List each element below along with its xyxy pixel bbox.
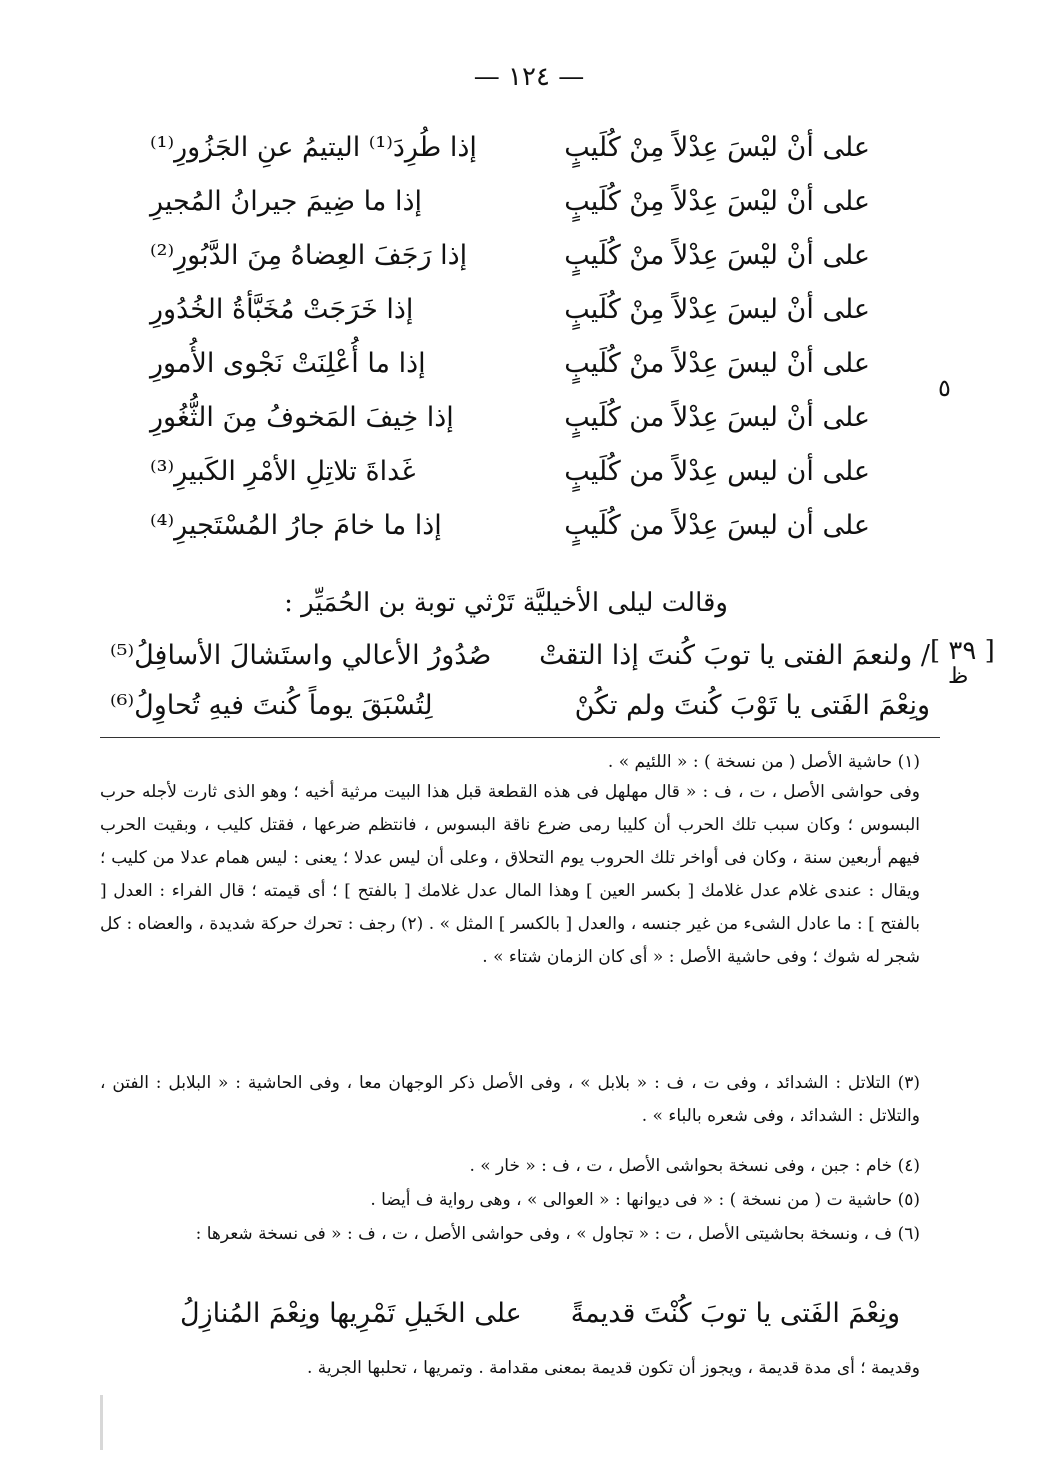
margin-folio-side: ظ — [948, 664, 969, 689]
footnote: (٣) التلاتل : الشدائد ، وفى ت ، ف : « بلابل » ، وفى الأصل ذكر الوجهان معا ، وفى الحاشية : « البلابل : الفتن ، والتلاتل : الشدائد ، وفى شعره بالباء » . — [100, 1073, 920, 1126]
verse-hemistich-right: ونِعْمَ الفَتى يا تَوْبَ كُنتَ ولم تكُنْ — [574, 690, 930, 721]
footnote-separator — [100, 737, 940, 738]
verse-hemistich-left: إذا ما ضِيمَ جيرانُ المُجيرِ — [150, 186, 422, 217]
verse-hemistich-left: إذا ما أُعْلِنَتْ نَجْوى الأُمورِ — [150, 348, 426, 379]
verse-hemistich-left: إذا خَرَجَتْ مُخَبَّأةُ الخُدُورِ — [150, 294, 414, 325]
verse-line — [110, 640, 950, 692]
verse-line — [150, 456, 870, 504]
verse-hemistich-right: ونِعْمَ الفَتى يا توبَ كُنْتَ قديمةً — [570, 1298, 900, 1329]
verse-hemistich-left: إذا خِيفَ المَخوفُ مِنَ الثُّغُورِ — [150, 402, 454, 433]
scan-artifact — [100, 1395, 103, 1450]
verse-hemistich-right: على أن ليس عِدْلاً من كُلَيبٍ — [564, 456, 870, 487]
verse-line — [150, 402, 870, 450]
verse-line — [150, 186, 870, 234]
footnote: (٤) خام : جبن ، وفى نسخة بحواشى الأصل ، ت ، ف : « خار » . — [469, 1156, 920, 1176]
verse-line — [150, 294, 870, 342]
verse-hemistich-right: على أنْ ليْسَ عِدْلاً مِنْ كُلَيبٍ — [564, 132, 870, 163]
quoted-verse — [180, 1298, 900, 1344]
verse-hemistich-right: على أن ليسَ عِدْلاً من كُلَيبٍ — [564, 510, 870, 541]
verse-line — [110, 690, 950, 742]
poem-introduction: وقالت ليلى الأخيليَّة تَرْثي توبة بن الحُمَيِّر : — [284, 588, 728, 618]
verse-hemistich-left: إذا رَجَفَ العِضاهُ مِنَ الدَّبُورِ⁽²⁾ — [150, 240, 468, 271]
margin-line-number: ٥ — [938, 374, 951, 402]
verse-hemistich-left: إذا طُرِدَ⁽¹⁾ اليتيمُ عنِ الجَزُورِ⁽¹⁾ — [150, 132, 477, 163]
footnote: (٦) ف ، ونسخة بحاشيتى الأصل ، ت : « تجاول » ، وفى حواشى الأصل ، ت ، ف : « فى نسخة شعرها : — [195, 1224, 920, 1244]
verse-hemistich-left: لِتُسْبَقَ يوماً كُنتَ فيهِ تُحاوِلُ⁽⁶⁾ — [110, 690, 433, 721]
verse-hemistich-left: إذا ما خامَ جارُ المُسْتَجيرِ⁽⁴⁾ — [150, 510, 442, 541]
margin-folio-reference: [ ٣٩ ] — [930, 636, 995, 666]
verse-hemistich-right: على أنْ ليْسَ عِدْلاً مِنْ كُلَيبٍ — [564, 186, 870, 217]
footnote: (١) حاشية الأصل ( من نسخة ) : « اللئيم » . — [607, 752, 920, 772]
verse-hemistich-right: على أنْ ليسَ عِدْلاً منْ كُلَيبٍ — [564, 348, 870, 379]
verse-hemistich-right: على أنْ ليسَ عِدْلاً مِنْ كُلَيبٍ — [564, 294, 870, 325]
verse-line — [150, 132, 870, 180]
verse-line — [150, 240, 870, 288]
verse-line — [150, 510, 870, 558]
page-number: — ١٢٤ — — [473, 62, 585, 92]
verse-hemistich-right: على أنْ ليْسَ عِدْلاً منْ كُلَيبٍ — [564, 240, 870, 271]
verse-hemistich-left: غَداةَ تلاتِلِ الأمْرِ الكَبيرِ⁽³⁾ — [150, 456, 416, 487]
verse-hemistich-right: / ولنعمَ الفتى يا توبَ كُنتَ إذا التقتْ — [539, 640, 930, 671]
footnote: (٥) حاشية ت ( من نسخة ) : « فى ديوانها : « العوالى » ، وهى رواية ف أيضا . — [370, 1190, 920, 1210]
footnote-final-note: وقديمة ؛ أى مدة قديمة ، ويجوز أن تكون قديمة بمعنى مقدامة . وتمريها ، تحلبها الجرية . — [306, 1358, 920, 1378]
verse-hemistich-right: على أنْ ليسَ عِدْلاً من كُلَيبٍ — [564, 402, 870, 433]
verse-hemistich-left: على الخَيلِ تَمْرِيها ونِعْمَ المُنازِلُ — [180, 1298, 522, 1329]
verse-hemistich-left: صُدُورُ الأعالي واستَشالَ الأسافِلُ⁽⁵⁾ — [110, 640, 492, 671]
footnote: وفى حواشى الأصل ، ت ، ف : « قال مهلهل فى هذه القطعة قبل هذا البيت مرثية أخيه ؛ وهو الذى ثارت لأجله حرب البسوس ؛ وكان سبب تلك الحرب أن كليبا رمى ضرع ناقة البسوس ، فانتظم ضرعها ، فقتل كليب ، وبقيت الحرب فيهم أربعين سنة ، وكان فى أواخر تلك الحروب يوم التحلاق ، وعلى أن ليس عدلا ؛ يعنى : ليس همام عدلا من كليب ؛ ويقال : عندى غلام عدل غلامك [ بكسر العين ] وهذا المال عدل غلامك [ بالفتح ] ؛ أى قيمته ؛ قال الفراء : العدل [ بالفتح ] : ما عادل الشىء من غير جنسه ، والعدل [ بالكسر ] المثل » . (٢) رجف : تحرك حركة شديدة ، والعضاه : كل شجر له شوك ؛ وفى حاشية الأصل : « أى كان الزمان شتاء » . — [100, 782, 920, 967]
verse-line — [150, 348, 870, 396]
